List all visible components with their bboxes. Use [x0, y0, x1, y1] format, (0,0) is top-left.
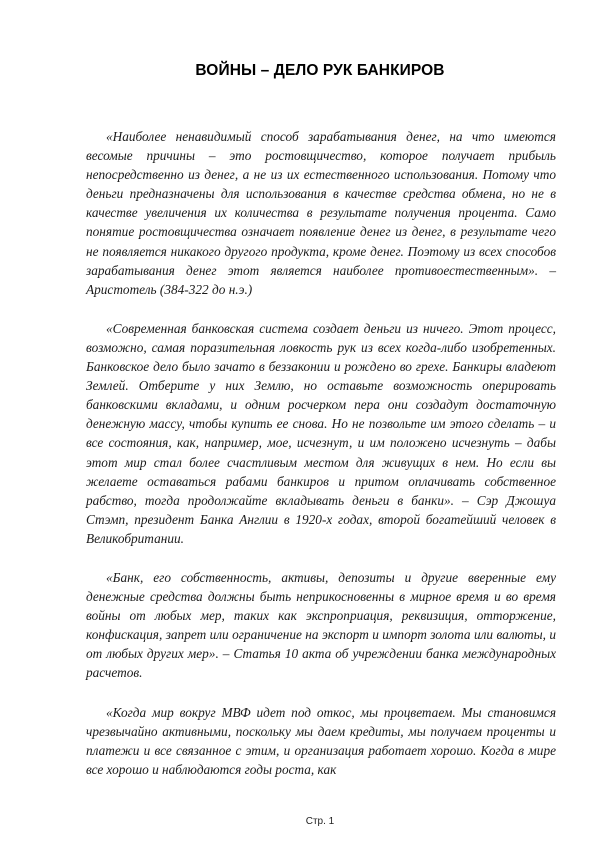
paragraph-bis-article-quote: «Банк, его собственность, активы, депозиты и другие вверенные ему денежные средства должны быть неприкосновенны в мирное время и во время войны от любых мер, таких как экспроприация, реквизиция, отторжение, конфискация, запрет или ограничение на экспорт и импорт золота или валюты, и от любых других мер». – Статья 10 акта об учреждении банка международных расчетов.	[86, 569, 556, 681]
page-number: Стр. 1	[305, 816, 335, 827]
paragraph-stamp-quote: «Современная банковская система создает деньги из ничего. Этот процесс, возможно, самая поразительная ловкость рук из всех когда-либо изобретенных. Банковское дело было зачато в беззаконии и рождено во грехе. Банкиры владеют Землей. Отберите у них Землю, но оставьте возможность оперировать банковскими вкладами, и одним росчерком пера они создадут достаточную денежную массу, чтобы купить ее снова. Но не позвольте им этого сделать – и все состояния, как, например, мое, исчезнут, и им положено исчезнуть – дабы этот мир стал более счастливым местом для живущих в нем. Но если вы желаете оставаться рабами банкиров и притом оплачивать собственное рабство, тогда продолжайте вкладывать деньги в банки». – Сэр Джошуа Стэмп, президент Банка Англии в 1920-х годах, второй богатейший человек в Великобритании.	[86, 320, 556, 546]
page-title: ВОЙНЫ – ДЕЛО РУК БАНКИРОВ	[195, 62, 445, 79]
document-body	[86, 127, 556, 799]
paragraph-imf-quote: «Когда мир вокруг МВФ идет под откос, мы процветаем. Мы становимся чрезвычайно активными, поскольку мы даем кредиты, мы получаем проценты и платежи и все связанное с этим, и организация работает хорошо. Когда в мире все хорошо и наблюдаются годы роста, как	[86, 704, 556, 777]
paragraph-aristotle-quote: «Наиболее ненавидимый способ зарабатывания денег, на что имеются весомые причины – это ростовщичество, которое получает прибыль непосредственно из денег, а не из их естественного использования. Потому что деньги предназначены для использования в качестве средства обмена, но не в качестве увеличения их количества в результате получения процента. Само понятие ростовщичества означает появление денег из денег, в результате чего не появляется никакого другого продукта, кроме денег. Поэтому из всех способов зарабатывания денег этот является наиболее противоестественным». – Аристотель (384-322 до н.э.)	[86, 129, 556, 297]
